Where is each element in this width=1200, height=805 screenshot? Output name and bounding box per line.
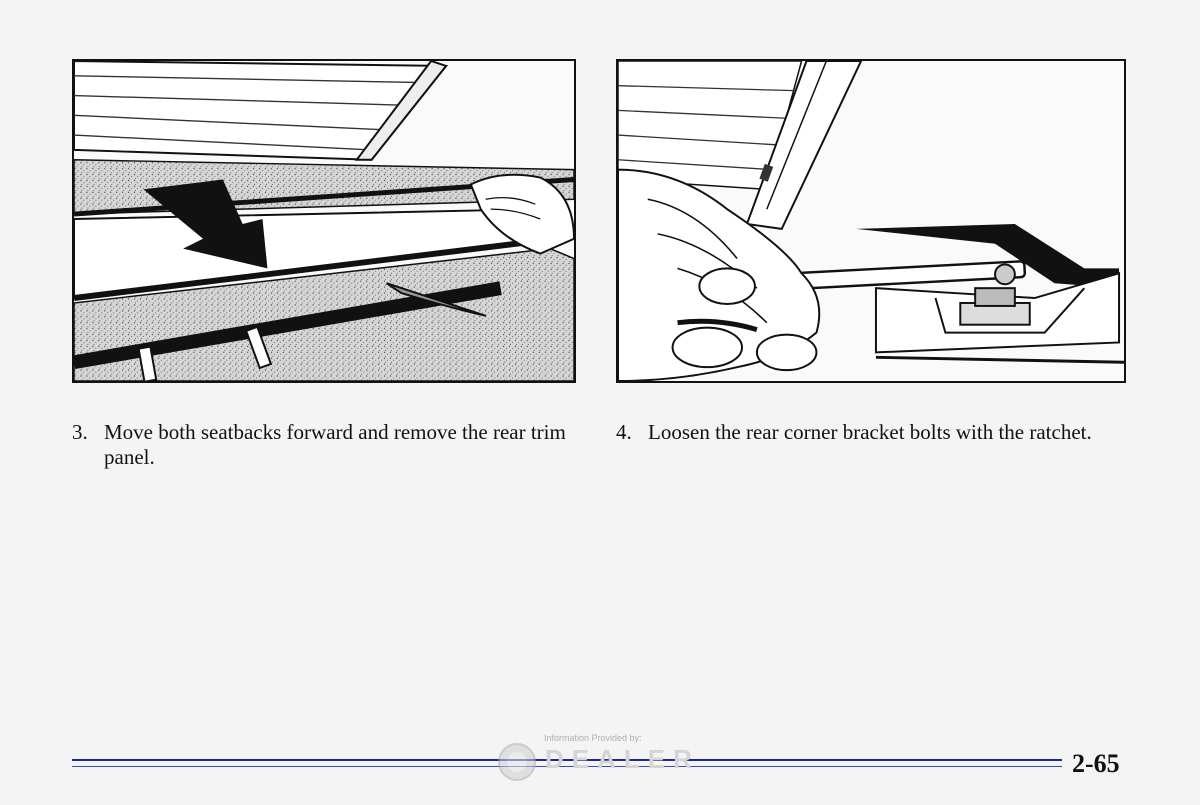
- step-4-text: Loosen the rear corner bracket bolts with the ratchet.: [648, 420, 1092, 444]
- step-4-number: 4.: [616, 420, 632, 444]
- watermark-word: DEALER: [545, 744, 700, 774]
- ratchet-drawing: [618, 61, 1124, 381]
- trim-panel-drawing: [74, 61, 574, 381]
- watermark-caption: Information Provided by:: [544, 733, 642, 743]
- illustration-remove-trim-panel: [72, 59, 576, 383]
- step-3-instruction: [72, 420, 572, 470]
- page-number: 2-65: [1072, 749, 1120, 778]
- illustration-loosen-bracket-bolts: [616, 59, 1126, 383]
- watermark-logo-icon: [497, 742, 537, 782]
- step-3-text: Move both seatbacks forward and remove the rear trim panel.: [104, 420, 566, 469]
- step-3-number: 3.: [72, 420, 88, 444]
- step-4-instruction: [616, 420, 1136, 445]
